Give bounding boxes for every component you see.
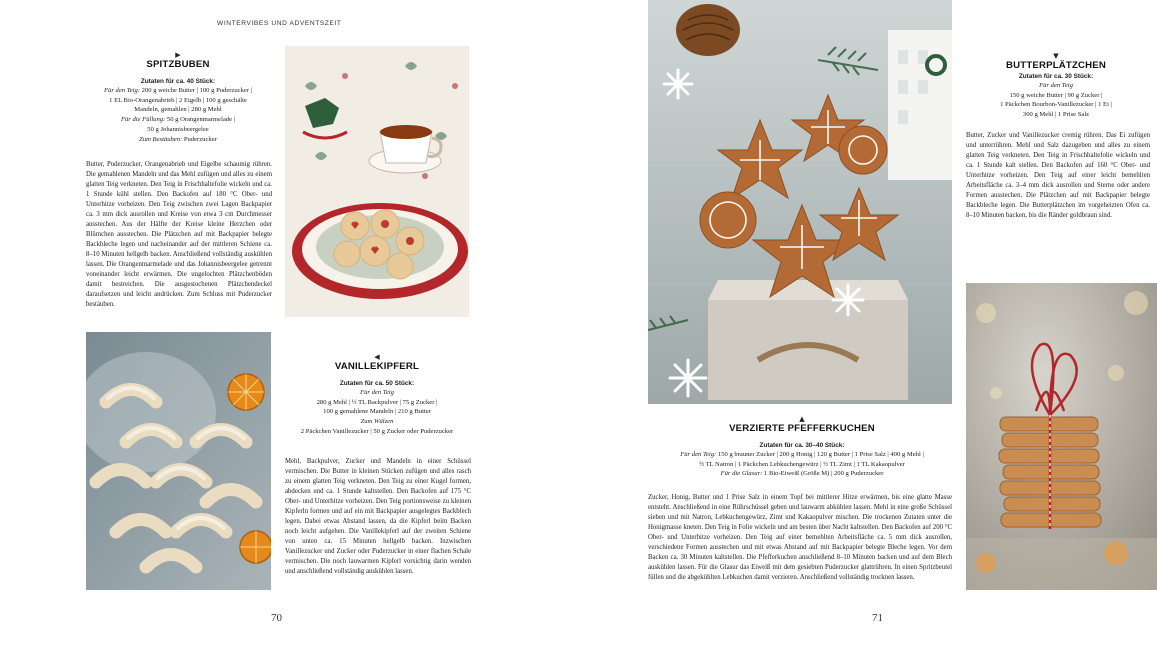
ingredient-line: Zum Bestäuben: Puderzucker	[139, 135, 217, 143]
arrow-icon: ◀	[374, 353, 380, 361]
ingredient-line: Für die Füllung: 50 g Orangenmarmelade |	[120, 116, 236, 124]
arrow-icon: ▶	[175, 51, 181, 59]
recipe-title: SPITZBUBEN	[146, 59, 210, 70]
page-number-right: 71	[872, 612, 883, 624]
recipe-head-spitzbuben	[88, 51, 268, 144]
ingredient-line: 1 Päckchen Bourbon-Vanillezucker | 1 Ei |	[1000, 101, 1112, 109]
ingredient-line: 280 g Mehl | ½ TL Backpulver | 75 g Zucker |	[316, 398, 438, 406]
ingredient-line: Zum Wälzen	[360, 418, 394, 426]
ingredient-line: Für die Glasur: 1 Bio-Eiweiß (Größe M) | 200 g Puderzucker	[720, 470, 884, 478]
recipe-instructions-pfefferkuchen: Zucker, Honig, Butter und 1 Prise Salz in einem Topf bei mittlerer Hitze erwärmen, bis eine glatte Masse entsteht. Anschließend in eine Rührschüssel geben und lauwarm abkühlen lassen. Mehl in eine große Schüssel sieben und mit Natron, Lebkuchengewürz, Zimt und Kakaopulver mischen. Die trockenen Zutaten unter die Honigmasse kneten. Den Teig in Folie wickeln und am besten über Nacht kaltstellen. Den Backofen auf 200 °C Ober- und Unterhitze vorheizen. Den Teig auf einer bemehlten Arbeitsfläche ca. 5 mm dick ausrollen, verschiedene Formen ausstechen und mit etwas Abstand auf mit Backpapier belegte Bleche legen. Vor dem Backen ca. 30 Minuten kaltstellen. Die Pfefferkuchen anschließend 8–10 Minuten backen und auf dem Blech auskühlen lassen. Für die Glasur das Eiweiß mit dem gesiebten Puderzucker glattrühren. In einen Spritzbeutel füllen und die abgekühlten Lebkuchen damit verzieren. Anschließend vollständig trocknen lassen.	[648, 494, 952, 581]
recipe-yield: Zutaten für ca. 50 Stück:	[339, 380, 415, 387]
ingredient-line: ½ TL Natron | 1 Päckchen Lebkuchengewürz | ½ TL Zimt | 1 TL Kakaopulver	[699, 460, 905, 468]
arrow-icon: ▼	[1053, 52, 1059, 60]
ingredient-line: Für den Teig	[1039, 82, 1073, 89]
recipe-title: VERZIERTE PFEFFERKUCHEN	[729, 423, 875, 434]
recipe-head-pfefferkuchen	[650, 415, 954, 479]
recipe-yield: Zutaten für ca. 40 Stück:	[140, 78, 216, 85]
recipe-instructions-butterplaetzchen: Butter, Zucker und Vanillezucker cremig rühren. Das Ei zufügen und unterrühren. Mehl und Salz dazugeben und alles zu einem glatten Teig verkneten. Den Teig in Frischhaltefolie wickeln und ca. 1 Stunde kalt stellen. Den Backofen auf 160 °C Ober- und Unterhitze vorheizen. Den Teig auf einer leicht bemehlten Arbeitsfläche ca. 3–4 mm dick ausrollen und Sterne oder andere Formen ausstechen. Die Plätzchen auf mit Backpapier belegte Backbleche legen. Die Butterplätzchen im vorgeheizten Ofen ca. 8–10 Minuten backen, bis die Ränder goldbraun sind.	[966, 132, 1150, 219]
ingredient-line: Für den Teig: 150 g brauner Zucker | 200 g Honig | 120 g Butter | 1 Prise Salz | 400 g Mehl |	[680, 451, 924, 458]
ingredient-line: Für den Teig	[360, 389, 394, 396]
butterplaetzchen-photo	[966, 283, 1157, 590]
recipe-instructions-vanillekipferl: Mehl, Backpulver, Zucker und Mandeln in einer Schüssel vermischen. Die Butter in kleinen Stücken zufügen und alles rasch zu einem glatten Teig verkneten. Den Teig zu einer Kugel formen, abdecken und ca. 1 Stunde kaltstellen. Den Backofen auf 175 °C Ober- und Unterhitze vorheizen. Den Teig portionsweise zu kleinen Kipferln formen und auf ein mit Backpapier ausgelegtes Backblech legen. Dabei etwas Abstand lassen, da die Kipferl beim Backen noch leicht aufgehen. Die Vanillekipferl auf der zweiten Schiene von unten ca. 15 Minuten hellgelb backen. Inzwischen Vanillezucker und Zucker oder Puderzucker in einer flachen Schale vermischen. Die noch lauwarmen Kipferl vorsichtig darin wenden und anschließend vollständig auskühlen lassen.	[285, 458, 471, 575]
vanillekipferl-photo	[86, 332, 271, 590]
ingredient-line: 50 g Johannisbeergelee	[147, 125, 209, 133]
ingredient-line: Mandeln, gemahlen | 280 g Mehl	[134, 106, 222, 114]
recipe-title: VANILLEKIPFERL	[334, 361, 420, 372]
ingredient-line: 150 g weiche Butter | 90 g Zucker |	[1009, 91, 1103, 99]
ingredient-line: Für den Teig: 200 g weiche Butter | 100 g Puderzucker |	[104, 87, 252, 94]
ingredient-line: 1 EL Bio-Orangenabrieb | 2 Eigelb | 100 g geschälte	[109, 96, 247, 104]
spitzbuben-photo	[285, 46, 469, 317]
arrow-icon: ▲	[799, 415, 805, 423]
ingredient-line: 100 g gemahlene Mandeln | 210 g Butter	[323, 408, 431, 416]
page-number-left: 70	[271, 612, 282, 624]
running-head: WINTERVIBES UND ADVENTSZEIT	[217, 20, 342, 27]
ingredient-line: 2 Päckchen Vanillezucker | 50 g Zucker oder Puderzucker	[300, 427, 454, 435]
recipe-yield: Zutaten für ca. 30 Stück:	[1018, 73, 1094, 80]
pfefferkuchen-photo	[648, 0, 952, 404]
ingredient-line: 300 g Mehl | 1 Prise Salz	[1022, 111, 1090, 119]
recipe-head-vanillekipferl	[280, 353, 474, 437]
recipe-instructions-spitzbuben: Butter, Puderzucker, Orangenabrieb und Eigelbe schaumig rühren. Die gemahlenen Mandeln und das Mehl zufügen und alles zu einem glatten Teig verkneten. Den Teig in Frischhaltefolie wickeln und ca. 1 Stunde kühl stellen. Den Backofen auf 180 °C Ober- und Unterhitze vorheizen. Den Teig zwischen zwei Lagen Backpapier ca. 3 mm dick ausrollen und Kreise von etwa 3 cm Durchmesser ausstechen. Aus der Hälfte der Kreise kleine Herzchen oder Blümchen ausstechen. Die Plätzchen auf mit Backpapier belegte Backbleche legen und nacheinander auf der mittleren Schiene ca. 8–10 Minuten hellgelb backen. Anschließend vollständig auskühlen lassen. Die Orangenmarmelade und das Johannisbeergelee getrennt voneinander leicht erwärmen. Die ungelochten Plätzchenböden damit bestreichen. Die ausgestochenen Plätzchendeckel daraufsetzen und leicht andrücken. Zum Schluss mit Puderzucker bestäuben.	[86, 161, 272, 308]
recipe-title: BUTTERPLÄTZCHEN	[1006, 60, 1106, 71]
recipe-head-butterplaetzchen	[957, 52, 1155, 120]
recipe-yield: Zutaten für ca. 30–40 Stück:	[759, 442, 845, 449]
